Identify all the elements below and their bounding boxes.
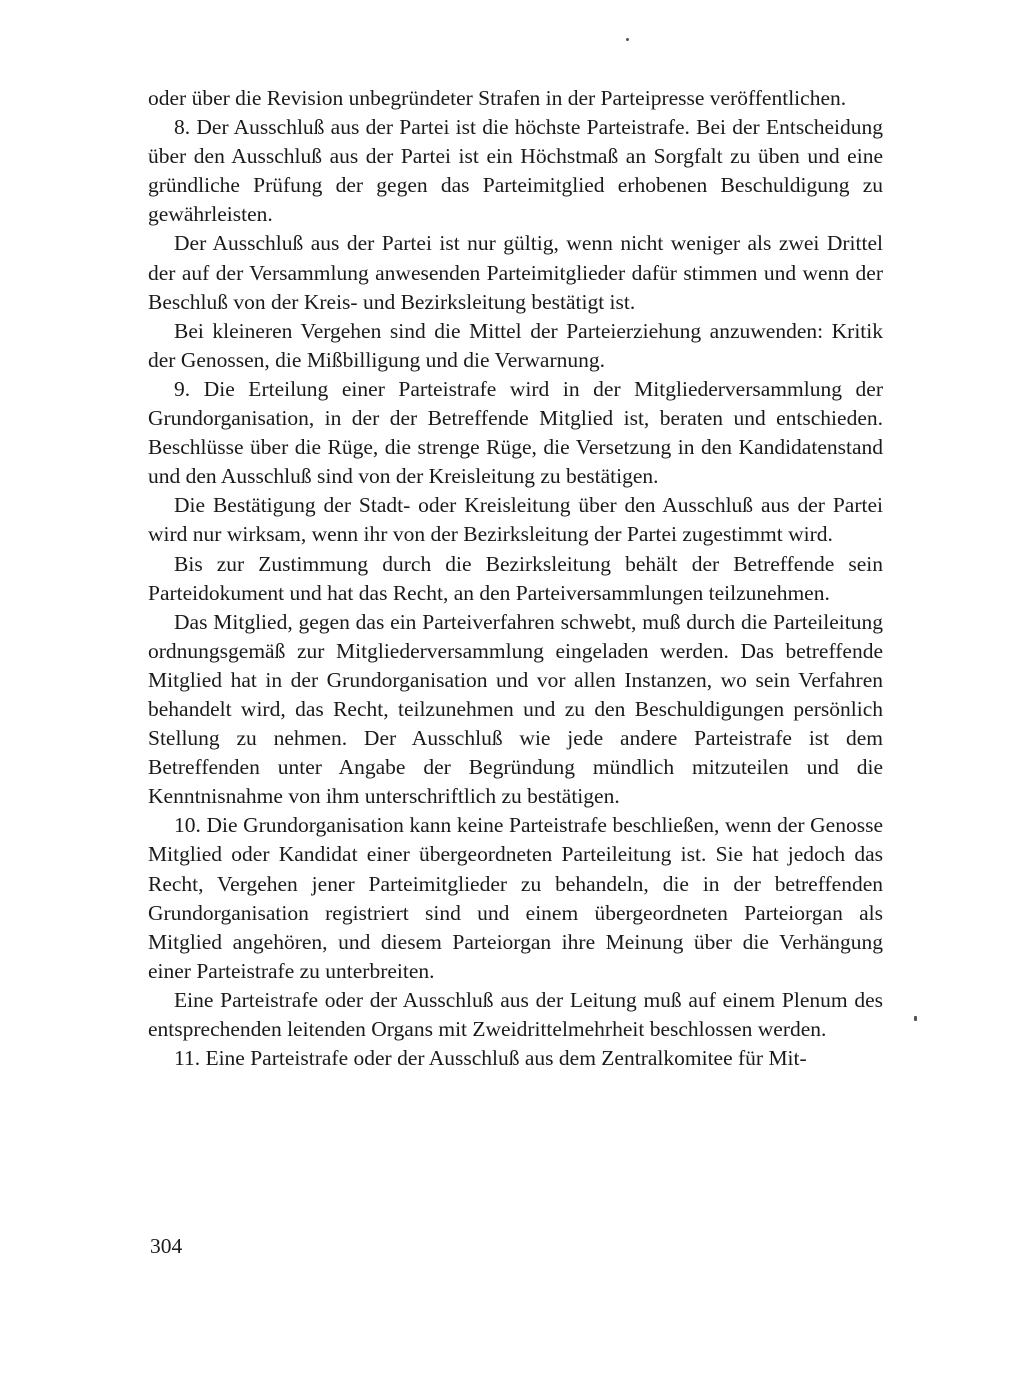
paragraph: 10. Die Grundorganisation kann keine Parteistrafe beschließen, wenn der Genosse Mitglied oder Kandidat einer übergeordneten Parteileitung ist. Sie hat jedoch das Recht, Vergehen jener Parteimitglieder zu behandeln, die in der betreffenden Grundorganisation registriert sind und einem übergeordneten Parteiorgan als Mitglied angehören, und diesem Parteiorgan ihre Meinung über die Verhängung einer Parteistrafe zu unterbreiten. [148,813,883,983]
paragraph: Bis zur Zustimmung durch die Bezirksleitung behält der Betreffende sein Parteidokument und hat das Recht, an den Parteiversammlungen teilzunehmen. [148,551,883,605]
scan-speck [914,1016,917,1021]
paragraph: Bei kleineren Vergehen sind die Mittel der Parteierziehung anzuwenden: Kritik der Genossen, die Mißbilligung und die Verwarnung. [148,318,883,372]
paragraph: 11. Eine Parteistrafe oder der Ausschluß aus dem Zentralkomitee für Mit- [174,1046,807,1071]
paragraph: Das Mitglied, gegen das ein Parteiverfahren schwebt, muß durch die Parteileitung ordnungsgemäß zur Mitgliederversammlung eingeladen werden. Das betreffende Mitglied hat in der Grundorganisation und vor allen Instanzen, wo sein Verfahren behandelt wird, das Recht, teilzunehmen und zu den Beschuldigungen persönlich Stellung zu nehmen. Der Ausschluß wie jede andere Parteistrafe ist dem Betreffenden unter Angabe der Begründung mündlich mitzuteilen und die Kenntnisnahme von ihm unterschriftlich zu bestätigen. [148,609,883,809]
scan-speck [626,38,629,41]
paragraph: Die Bestätigung der Stadt- oder Kreisleitung über den Ausschluß aus der Partei wird nur wirksam, wenn ihr von der Bezirksleitung der Partei zugestimmt wird. [148,493,883,547]
paragraph: Der Ausschluß aus der Partei ist nur gültig, wenn nicht weniger als zwei Drittel der auf der Versammlung anwesenden Parteimitglieder dafür stimmen und wenn der Beschluß von der Kreis- und Bezirksleitung bestätigt ist. [148,231,883,314]
paragraph: 8. Der Ausschluß aus der Partei ist die höchste Parteistrafe. Bei der Entscheidung über den Ausschluß aus der Partei ist ein Höchstmaß an Sorgfalt zu üben und eine gründliche Prüfung der gegen das Parteimitglied erhobenen Beschuldigung zu gewährleisten. [148,115,883,227]
paragraph: Eine Parteistrafe oder der Ausschluß aus der Leitung muß auf einem Plenum des entsprechenden leitenden Organs mit Zweidrittelmehrheit beschlossen werden. [148,987,883,1041]
paragraph: 9. Die Erteilung einer Parteistrafe wird in der Mitgliederversammlung der Grundorganisation, in der der Betreffende Mitglied ist, beraten und entschieden. Beschlüsse über die Rüge, die strenge Rüge, die Versetzung in den Kandidatenstand und den Ausschluß sind von der Kreisleitung zu bestätigen. [148,376,883,489]
page-number: 304 [150,1234,183,1258]
body-text [148,84,883,1073]
paragraph: oder über die Revision unbegründeter Strafen in der Parteipresse veröffentlichen. [148,86,847,110]
